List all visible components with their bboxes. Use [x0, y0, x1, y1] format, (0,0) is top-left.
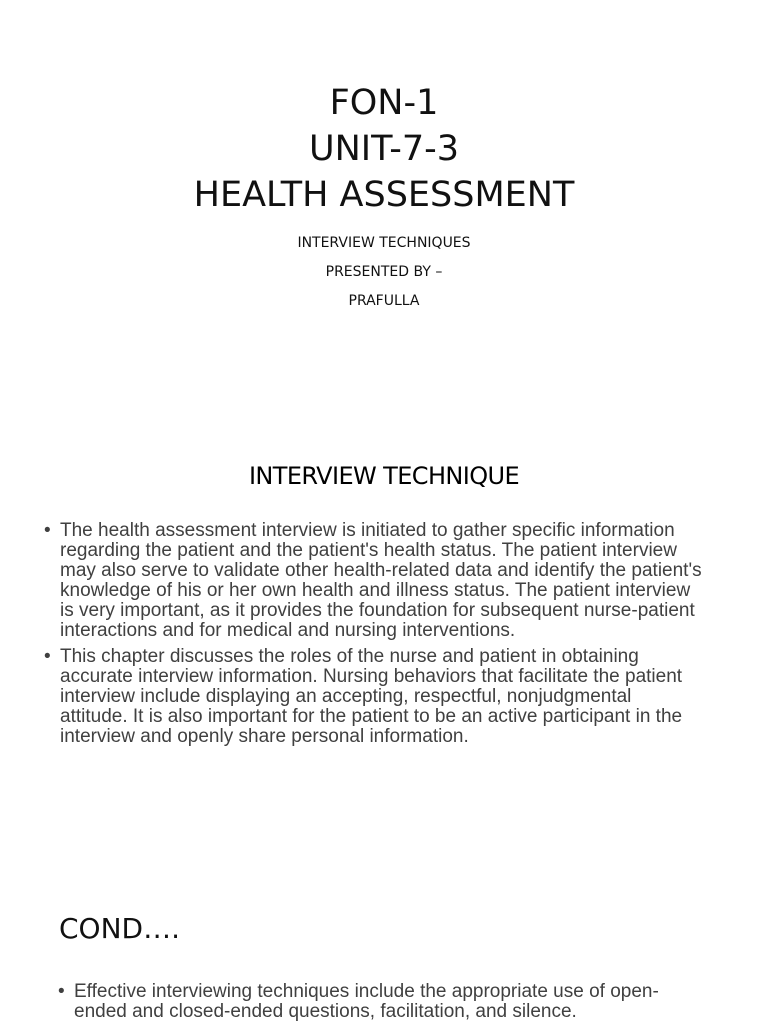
- subtitle-line-presenter: PRAFULLA: [348, 293, 420, 309]
- bullet-text: Effective interviewing techniques include the appropriate use of open-ended and closed-ended questions, facilitation, and silence.: [74, 981, 659, 1022]
- bullet-item: [44, 647, 704, 747]
- bullet-item: [58, 982, 708, 1022]
- title-slide: [0, 0, 768, 384]
- bullet-text: This chapter discusses the roles of the nurse and patient in obtaining accurate interview information. Nursing behaviors that facilitate the patient interview include displaying an accepting, respectful, nonjudgmental attitude. It is also important for the patient to be an active participant in the interview and openly share personal information.: [60, 646, 683, 747]
- title-line-course: FON-1: [329, 83, 439, 123]
- subtitle-line-topic: INTERVIEW TECHNIQUES: [297, 235, 471, 251]
- bullet-list: [58, 982, 708, 1024]
- bullet-item: [44, 521, 704, 641]
- bullet-text: The health assessment interview is initiated to gather specific information regarding the patient and the patient's health status. The patient interview may also serve to validate other health-related data and identify the patient's knowledge of his or her own health and illness status. The patient interview is very important, as it provides the foundation for subsequent nurse-patient interactions and for medical and nursing interventions.: [60, 520, 702, 641]
- bullet-icon: •: [44, 520, 51, 541]
- slide-heading: COND….: [59, 912, 180, 945]
- subtitle-line-presented-by: PRESENTED BY –: [325, 264, 443, 280]
- slide-title: [0, 80, 768, 218]
- title-line-topic: HEALTH ASSESSMENT: [193, 175, 575, 215]
- slide-subtitle: [0, 229, 768, 316]
- bullet-icon: •: [58, 981, 65, 1002]
- bullet-icon: •: [44, 646, 51, 667]
- interview-technique-slide: [0, 384, 768, 816]
- continued-slide: [0, 816, 768, 1024]
- bullet-list: [44, 521, 704, 753]
- title-line-unit: UNIT-7-3: [308, 129, 460, 169]
- slide-heading: INTERVIEW TECHNIQUE: [248, 462, 520, 490]
